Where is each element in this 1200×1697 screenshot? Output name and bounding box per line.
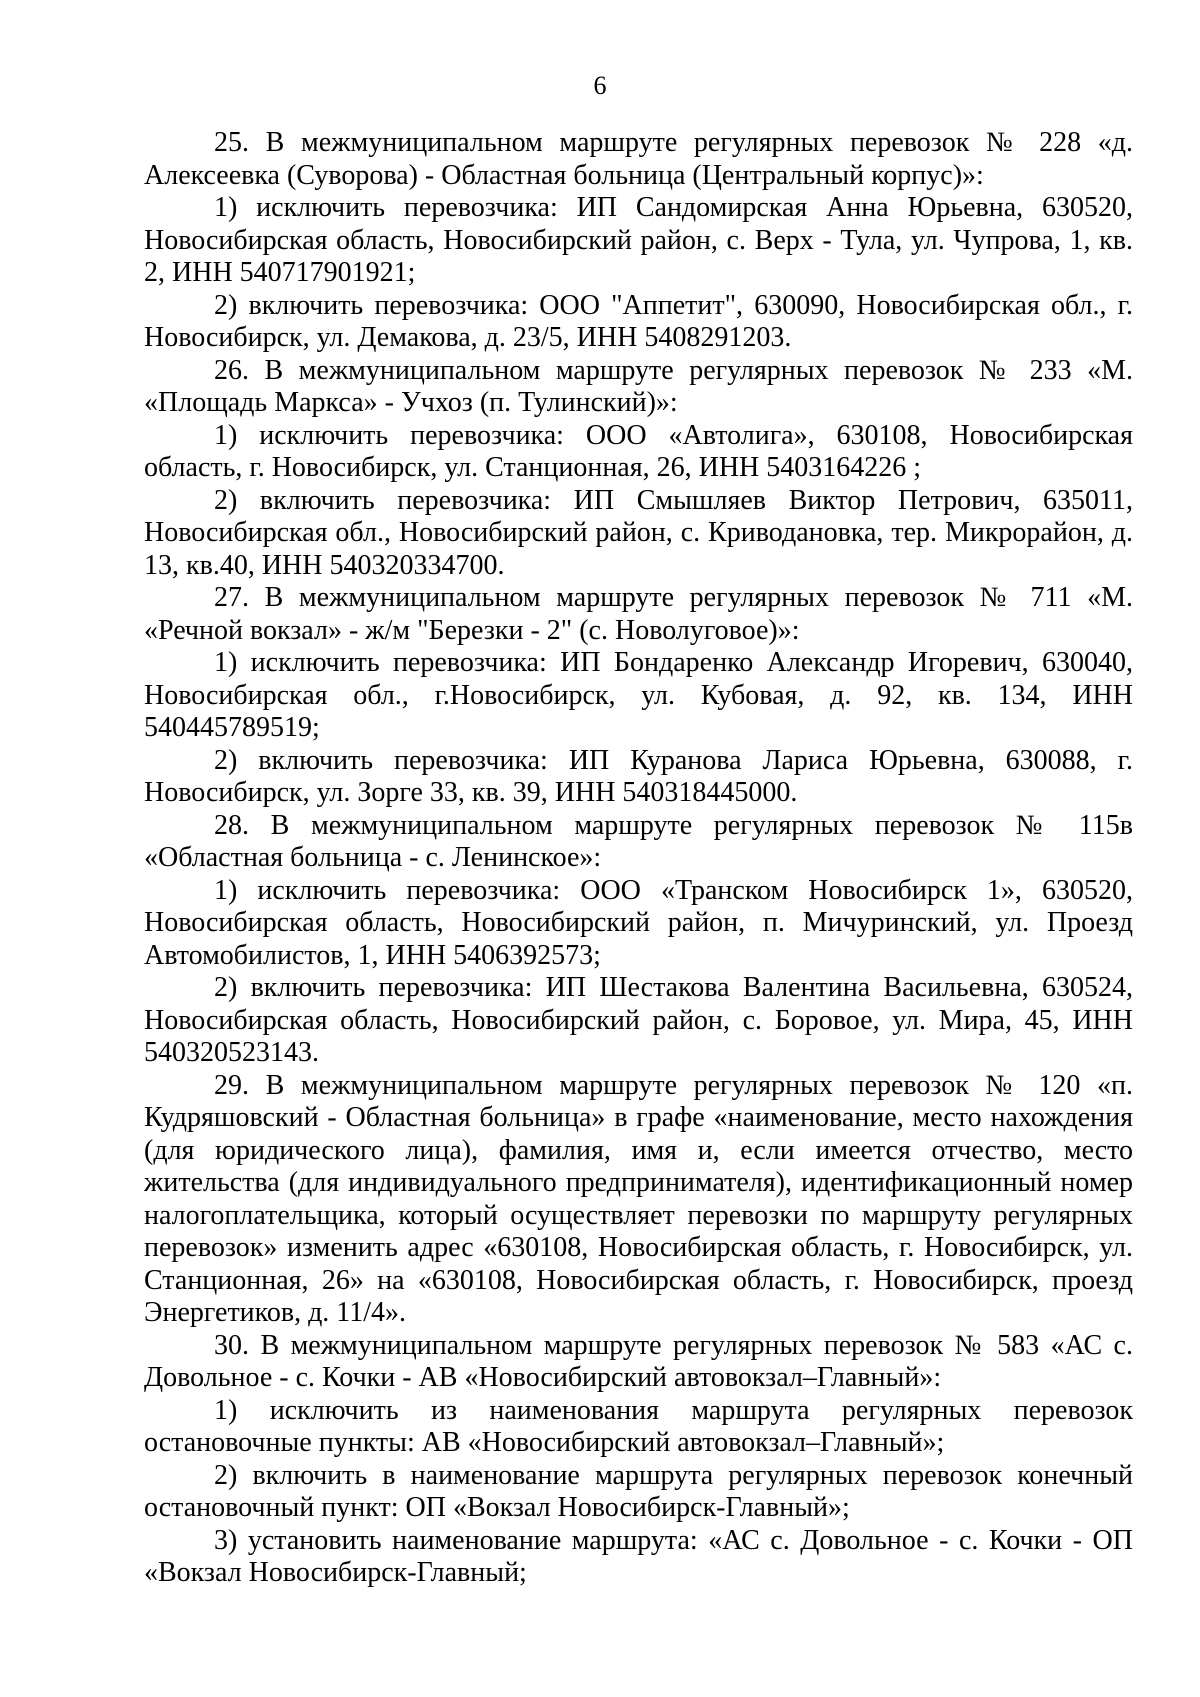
paragraph-27-item-2: 2) включить перевозчика: ИП Куранова Лариса Юрьевна, 630088, г. Новосибирск, ул. Зорге 33, кв. 39, ИНН 540318445000. (144, 744, 1133, 808)
paragraph-25-heading: 25. В межмуниципальном маршруте регулярных перевозок № 228 «д. Алексеевка (Суворова) - Областная больница (Центральный корпус)»: (144, 127, 1133, 191)
paragraph-25-item-1: 1) исключить перевозчика: ИП Сандомирская Анна Юрьевна, 630520, Новосибирская область, Новосибирский район, с. Верх - Тула, ул. Чупрова, 1, кв. 2, ИНН 540717901921; (144, 192, 1133, 288)
paragraph-30-item-3: 3) установить наименование маршрута: «АС с. Довольное - с. Кочки - ОП «Вокзал Новосибирск-Главный; (144, 1524, 1133, 1588)
paragraph-28-heading: 28. В межмуниципальном маршруте регулярных перевозок № 115в «Областная больница - с. Ленинское»: (144, 809, 1133, 873)
paragraph-27-item-1: 1) исключить перевозчика: ИП Бондаренко Александр Игоревич, 630040, Новосибирская обл., г.Новосибирск, ул. Кубовая, д. 92, кв. 134, ИНН 540445789519; (144, 647, 1133, 743)
document-body (144, 127, 1133, 1590)
paragraph-26-item-1: 1) исключить перевозчика: ООО «Автолига», 630108, Новосибирская область, г. Новосибирск, ул. Станционная, 26, ИНН 5403164226 ; (144, 419, 1133, 483)
paragraph-26-heading: 26. В межмуниципальном маршруте регулярных перевозок № 233 «М. «Площадь Маркса» - Учхоз (п. Тулинский)»: (144, 354, 1133, 418)
paragraph-28-item-2: 2) включить перевозчика: ИП Шестакова Валентина Васильевна, 630524, Новосибирская область, Новосибирский район, с. Боровое, ул. Мира, 45, ИНН 540320523143. (144, 972, 1133, 1068)
paragraph-28-item-1: 1) исключить перевозчика: ООО «Транском Новосибирск 1», 630520, Новосибирская область, Новосибирский район, п. Мичуринский, ул. Проезд Автомобилистов, 1, ИНН 5406392573; (144, 874, 1133, 971)
paragraph-29: 29. В межмуниципальном маршруте регулярных перевозок № 120 «п. Кудряшовский - Областная больница» в графе «наименование, место нахождения (для юридического лица), фамилия, имя и, если имеется отчество, место жительства (для индивидуального предпринимателя), идентификационный номер налогоплательщика, который осуществляет перевозки по маршруту регулярных перевозок» изменить адрес «630108, Новосибирская область, г. Новосибирск, ул. Станционная, 26» на «630108, Новосибирская область, г. Новосибирск, проезд Энергетиков, д. 11/4». (144, 1069, 1133, 1328)
paragraph-26-item-2: 2) включить перевозчика: ИП Смышляев Виктор Петрович, 635011, Новосибирская обл., Новосибирский район, с. Криводановка, тер. Микрорайон, д. 13, кв.40, ИНН 540320334700. (144, 484, 1133, 581)
paragraph-30-heading: 30. В межмуниципальном маршруте регулярных перевозок № 583 «АС с. Довольное - с. Кочки - АВ «Новосибирский автовокзал–Главный»: (144, 1329, 1133, 1393)
paragraph-27-heading: 27. В межмуниципальном маршруте регулярных перевозок № 711 «М. «Речной вокзал» - ж/м "Березки - 2" (с. Новолуговое)»: (144, 582, 1133, 646)
paragraph-30-item-1: 1) исключить из наименования маршрута регулярных перевозок остановочные пункты: АВ «Новосибирский автовокзал–Главный»; (144, 1394, 1133, 1458)
page-number: 6 (593, 71, 607, 100)
paragraph-30-item-2: 2) включить в наименование маршрута регулярных перевозок конечный остановочный пункт: ОП «Вокзал Новосибирск-Главный»; (144, 1459, 1133, 1523)
paragraph-25-item-2: 2) включить перевозчика: ООО "Аппетит", 630090, Новосибирская обл., г. Новосибирск, ул. Демакова, д. 23/5, ИНН 5408291203. (144, 289, 1133, 353)
